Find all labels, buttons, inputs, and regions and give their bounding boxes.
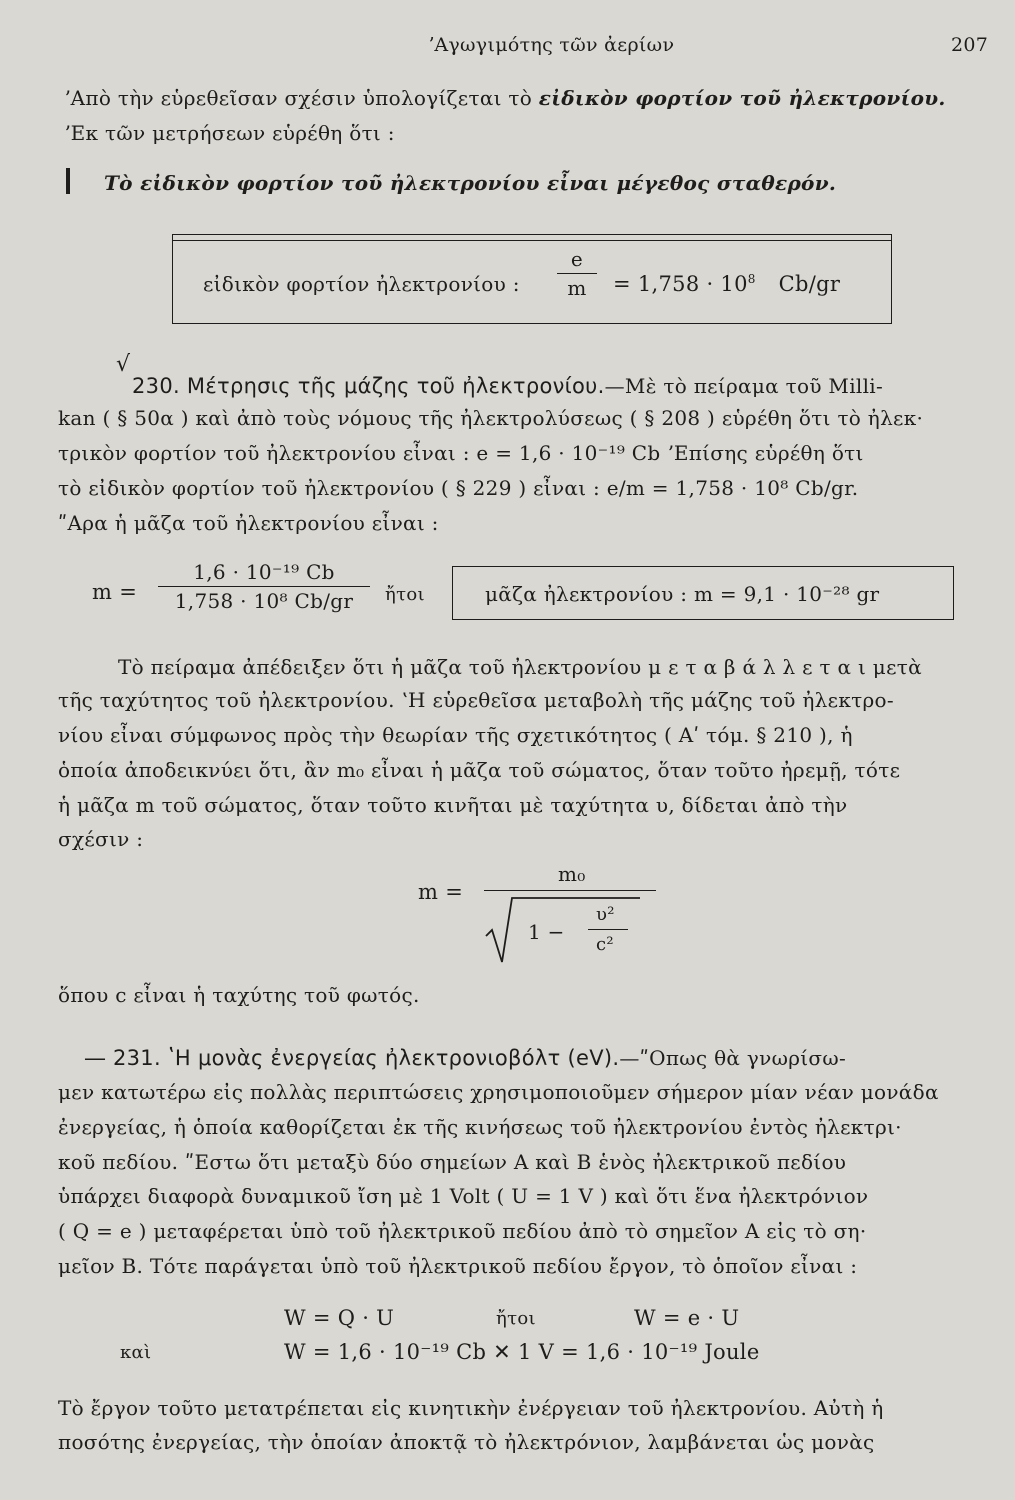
specific-charge-value xyxy=(613,272,840,296)
closing-line-0: Τὸ ἔργον τοῦτο μετατρέπεται εἰς κινητικὴν ἐνέργειαν τοῦ ἠλεκτρονίου. Αὐτὴ ἡ xyxy=(58,1396,884,1420)
value-mantissa: = 1,758 · 10 xyxy=(613,272,748,296)
closing-line-1: ποσότης ἐνεργείας, τὴν ὁποίαν ἀποκτᾷ τὸ ἠλεκτρόνιον, λαμβάνεται ὡς μονὰς xyxy=(58,1430,875,1454)
mass-fraction-numerator: 1,6 · 10⁻¹⁹ Cb xyxy=(193,560,335,584)
relativistic-eq-numerator: m₀ xyxy=(558,862,586,886)
check-mark: √ xyxy=(116,352,131,377)
fraction-denominator: m xyxy=(567,276,587,300)
section-231-line-0: —ʺΟπως θὰ γνωρίσω- xyxy=(619,1046,847,1070)
specific-charge-box xyxy=(172,234,892,324)
relativistic-eq-lhs: m = xyxy=(418,880,464,904)
intro-line-2: ʼΕκ τῶν μετρήσεων εὑρέθη ὅτι : xyxy=(64,121,395,145)
paragraph-2-line-0: Τὸ πείραμα ἀπέδειξεν ὅτι ἡ μᾶζα τοῦ ἠλεκτρονίου μ ε τ α β ά λ λ ε τ α ι μετὰ xyxy=(118,655,922,679)
section-230-line-2: τρικὸν φορτίον τοῦ ἠλεκτρονίου εἶναι : e = 1,6 · 10⁻¹⁹ Cb ʼΕπίσης εὑρέθη ὅτι xyxy=(58,441,864,465)
inner-fraction-bar xyxy=(588,929,628,930)
relativistic-fraction-bar xyxy=(484,890,656,891)
section-230-line-3: τὸ εἰδικὸν φορτίον τοῦ ἠλεκτρονίου ( § 229 ) εἶναι : e/m = 1,758 · 10⁸ Cb/gr. xyxy=(58,476,859,500)
work-equation-1-right: W = e · U xyxy=(634,1306,740,1330)
intro-line-1 xyxy=(64,86,946,110)
margin-bar xyxy=(66,168,70,194)
section-231-first-line xyxy=(84,1046,846,1071)
section-230-first-line xyxy=(132,374,883,398)
work-equation-1-left: W = Q · U xyxy=(284,1306,395,1330)
light-speed-note: ὅπου c εἶναι ἡ ταχύτης τοῦ φωτός. xyxy=(58,983,420,1007)
section-231-line-5: ( Q = e ) μεταφέρεται ὑπὸ τοῦ ἠλεκτρικοῦ πεδίου ἀπὸ τὸ σημεῖον A εἰς τὸ ση· xyxy=(58,1219,867,1243)
section-230-line-1: kan ( § 50α ) καὶ ἀπὸ τοὺς νόμους τῆς ἠλεκτρολύσεως ( § 208 ) εὑρέθη ὅτι τὸ ἠλεκ· xyxy=(58,406,924,430)
section-231-line-2: ἐνεργείας, ἡ ὁποία καθορίζεται ἐκ τῆς κινήσεως τοῦ ἠλεκτρονίου ἐντὸς ἠλεκτρι· xyxy=(58,1115,902,1139)
section-231-dash: — xyxy=(84,1046,107,1071)
value-exponent: 8 xyxy=(747,272,756,286)
light-speed-squared: c² xyxy=(596,934,614,955)
constant-statement: Τὸ εἰδικὸν φορτίον τοῦ ἠλεκτρονίου εἶναι μέγεθος σταθερόν. xyxy=(104,171,837,195)
specific-charge-label: εἰδικὸν φορτίον ἠλεκτρονίου : xyxy=(203,272,520,296)
paragraph-2-line-5: σχέσιν : xyxy=(58,827,144,851)
electron-mass-result-box xyxy=(452,566,954,620)
work-equation-2: W = 1,6 · 10⁻¹⁹ Cb ✕ 1 V = 1,6 · 10⁻¹⁹ Joule xyxy=(284,1340,760,1364)
value-unit: Cb/gr xyxy=(778,272,841,296)
section-230-line-4: ʺΑρα ἡ μᾶζα τοῦ ἠλεκτρονίου εἶναι : xyxy=(58,511,439,535)
section-231-line-4: ὑπάρχει διαφορὰ δυναμικοῦ ἴση μὲ 1 Volt ( U = 1 V ) καὶ ὅτι ἕνα ἠλεκτρόνιον xyxy=(58,1184,869,1208)
intro-line-1-text: ʼΑπὸ τὴν εὑρεθεῖσαν σχέσιν ὑπολογίζεται τὸ xyxy=(64,86,539,110)
section-231-line-1: μεν κατωτέρω εἰς πολλὰς περιπτώσεις χρησιμοποιοῦμεν σήμερον μίαν νέαν μονάδα xyxy=(58,1080,939,1104)
work-equation-2-conj: καὶ xyxy=(120,1342,152,1363)
page-number: 207 xyxy=(951,34,989,56)
mass-fraction-denominator: 1,758 · 10⁸ Cb/gr xyxy=(174,589,354,613)
section-230-line-0: —Μὲ τὸ πείραμα τοῦ Milli- xyxy=(604,374,884,398)
section-231-line-6: μεῖον B. Τότε παράγεται ὑπὸ τοῦ ἠλεκτρικοῦ πεδίου ἔργον, τὸ ὁποῖον εἶναι : xyxy=(58,1254,858,1278)
mass-equation-lhs: m = xyxy=(92,580,138,604)
fraction-numerator: e xyxy=(570,247,584,271)
paragraph-2-line-2: νίου εἶναι σύμφωνος πρὸς τὴν θεωρίαν τῆς σχετικότητος ( Αʹ τόμ. § 210 ), ἡ xyxy=(58,723,853,747)
mass-fraction xyxy=(158,560,370,613)
root-one-minus: 1 − xyxy=(528,920,565,944)
mass-equation-conj: ἤτοι xyxy=(385,584,425,605)
e-over-m-fraction xyxy=(557,247,597,300)
work-equation-1-conj: ἤτοι xyxy=(496,1308,536,1329)
paragraph-2-line-4: ἡ μᾶζα m τοῦ σώματος, ὅταν τοῦτο κινῆται μὲ ταχύτητα υ, δίδεται ἀπὸ τὴν xyxy=(58,793,848,817)
running-title: ʼΑγωγιμότης τῶν ἀερίων xyxy=(428,34,675,56)
electron-mass-result: μᾶζα ἠλεκτρονίου : m = 9,1 · 10⁻²⁸ gr xyxy=(485,582,880,606)
velocity-squared: υ² xyxy=(596,904,615,925)
section-231-line-3: κοῦ πεδίου. ʺΕστω ὅτι μεταξὺ δύο σημείων A καὶ B ἑνὸς ἠλεκτρικοῦ πεδίου xyxy=(58,1150,847,1174)
paragraph-2-line-3: ὁποία ἀποδεικνύει ὅτι, ἂν m₀ εἶναι ἡ μᾶζα τοῦ σώματος, ὅταν τοῦτο ἠρεμῇ, τότε xyxy=(58,758,901,782)
section-230-heading: 230. Μέτρησις τῆς μάζης τοῦ ἠλεκτρονίου. xyxy=(132,374,605,398)
specific-charge-term: εἰδικὸν φορτίον τοῦ ἠλεκτρονίου. xyxy=(538,86,946,110)
section-231-heading: 231. ʽΗ μονὰς ἐνεργείας ἠλεκτρονιοβόλτ (eV). xyxy=(112,1046,620,1070)
paragraph-2-line-1: τῆς ταχύτητος τοῦ ἠλεκτρονίου. ʽΗ εὑρεθεῖσα μεταβολὴ τῆς μάζης τοῦ ἠλεκτρο- xyxy=(58,688,894,712)
box-inner-line xyxy=(173,240,891,241)
